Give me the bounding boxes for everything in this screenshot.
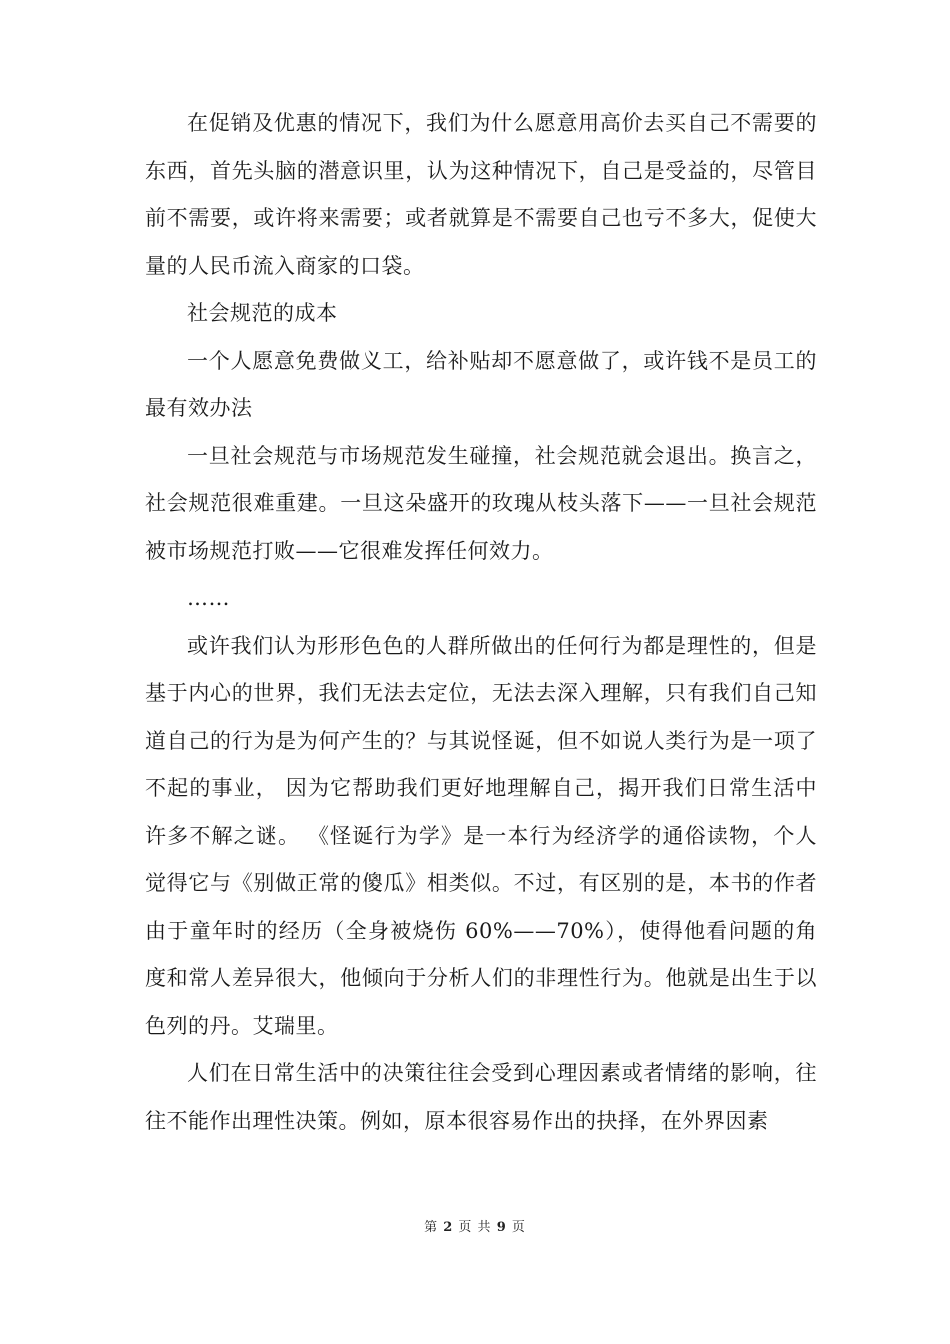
paragraph-decision-making: 人们在日常生活中的决策往往会受到心理因素或者情绪的影响，往往不能作出理性决策。例如，原本很容易作出的抉择，在外界因素	[145, 1061, 817, 1133]
footer-prefix: 第	[424, 1220, 439, 1235]
paragraph-irrational-behavior: 或许我们认为形形色色的人群所做出的任何行为都是理性的，但是基于内心的世界，我们无法去定位，无法去深入理解，只有我们自己知道自己的行为是为何产生的？与其说怪诞，但不如说人类行为是一项了不起的事业， 因为它帮助我们更好地理解自己，揭开我们日常生活中许多不解之谜。 《怪诞行为学》是一本行为经济学的通俗读物，个人觉得它与《别做正常的傻瓜》相类似。不过，有区别的是，本书的作者由于童年时的经历（全身被烧伤 60%——70%），使得他看问题的角度和常人差异很大，他倾向于分析人们的非理性行为。他就是出生于以色列的丹。艾瑞里。	[145, 633, 817, 1038]
footer-middle: 页 共	[458, 1220, 492, 1235]
body-text	[145, 100, 817, 1145]
page-footer	[0, 1216, 950, 1235]
ellipsis-line: ……	[187, 586, 230, 610]
footer-current-page: 2	[443, 1220, 454, 1235]
section-heading-social-norms-cost: 社会规范的成本	[187, 301, 338, 325]
paragraph-volunteer: 一个人愿意免费做义工，给补贴却不愿意做了，或许钱不是员工的最有效办法	[145, 348, 817, 420]
footer-suffix: 页	[511, 1220, 526, 1235]
footer-total-pages: 9	[496, 1220, 507, 1235]
paragraph-norms-collision: 一旦社会规范与市场规范发生碰撞，社会规范就会退出。换言之，社会规范很难重建。一旦这朵盛开的玫瑰从枝头落下——一旦社会规范被市场规范打败——它很难发挥任何效力。	[145, 443, 817, 563]
paragraph-promotion: 在促销及优惠的情况下，我们为什么愿意用高价去买自己不需要的东西，首先头脑的潜意识里，认为这种情况下，自己是受益的，尽管目前不需要，或许将来需要；或者就算是不需要自己也亏不多大，促使大量的人民币流入商家的口袋。	[145, 111, 817, 278]
